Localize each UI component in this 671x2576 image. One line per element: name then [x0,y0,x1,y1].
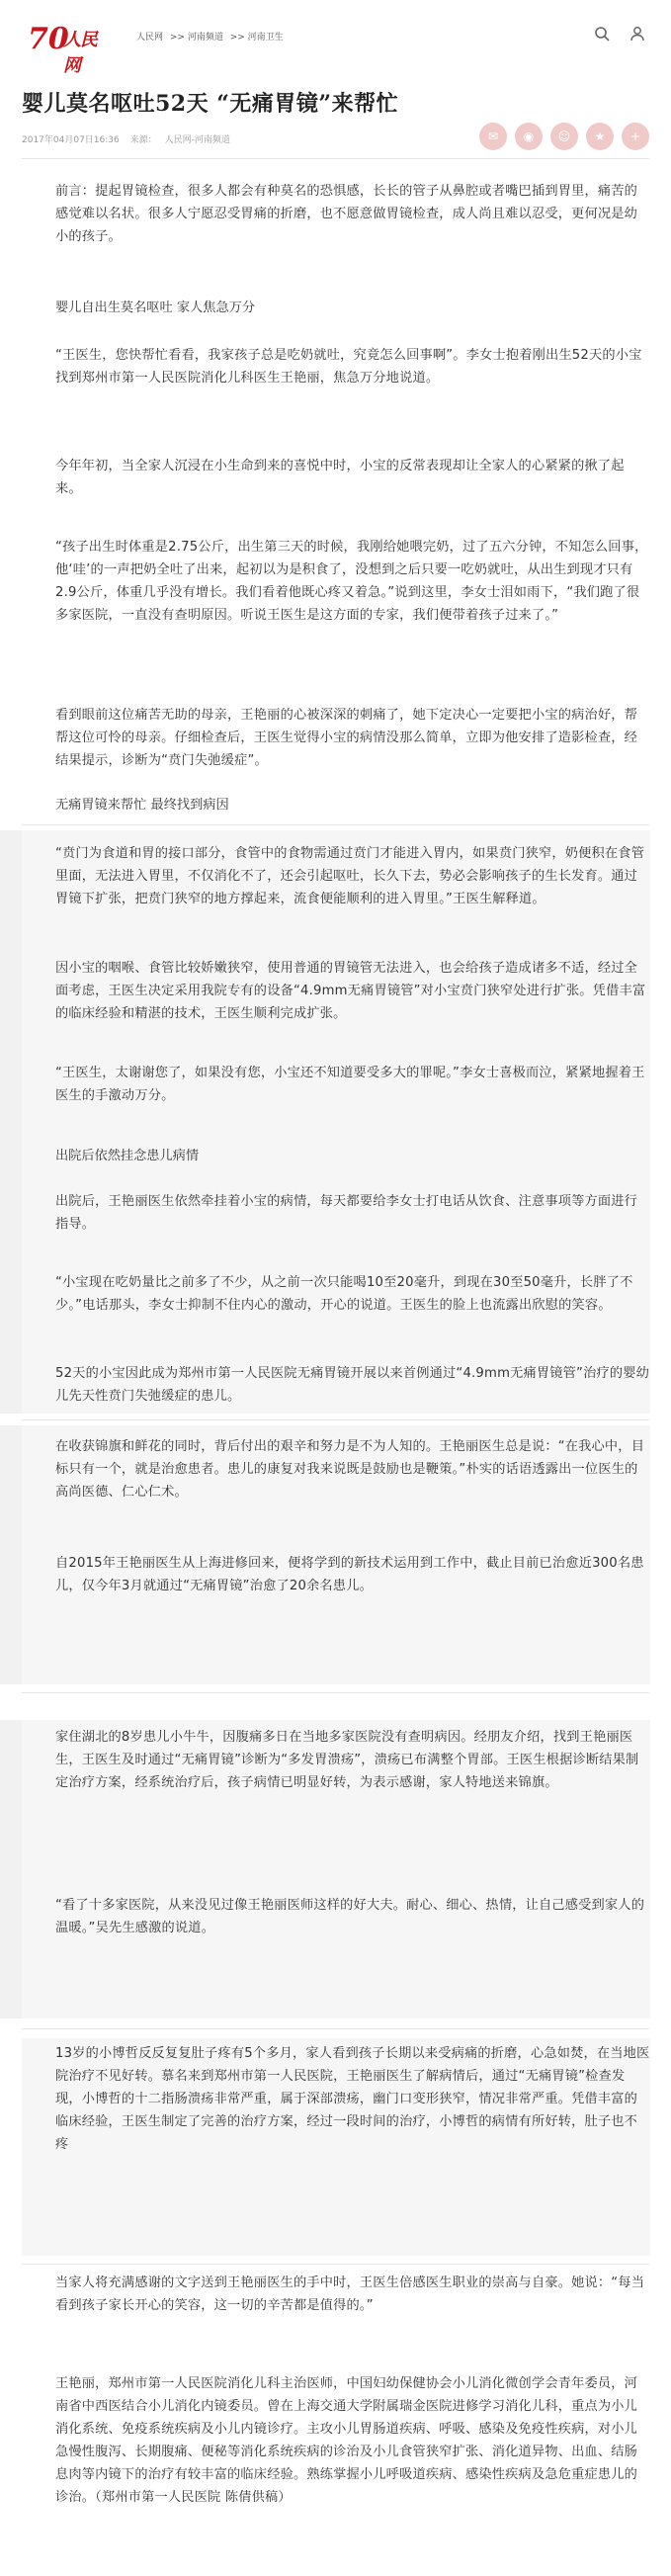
paragraph-4: “孩子出生时体重是2.75公斤，出生第三天的时候，我刚给她喂完奶，过了五六分钟，不知怎么回事，他‘哇’的一声把奶全吐了出来，起初以为是积食了，没想到之后只要一吃奶就吐，从出生到现才只有2.9公斤，体重几乎没有增长。我们看着他既心疼又着急。”说到这里，李女士泪如雨下，“我们跑了很多家医院，一直没有查明原因。听说王医生是这方面的专家，我们便带着孩子过来了。” [55,540,648,623]
paragraph-7: 因小宝的咽喉、食管比较娇嫩狭窄，使用普通的胃镜管无法进入，也会给孩子造成诸多不适，经过全面考虑，王医生决定采用我院专有的设备“4.9mm无痛胃镜管”对小宝贲门狭窄处进行扩张。凭借丰富的临床经验和精湛的技术，王医生顺利完成扩张。 [55,961,646,1021]
paragraph-15: “看了十多家医院，从来没见过像王艳丽医师这样的好大夫。耐心、细心、热情，让自己感受到家人的温暖。”吴先生感激的说道。 [55,1898,645,1935]
panel-divider-4 [22,2028,649,2029]
site-logo[interactable] [28,22,111,76]
panel-divider-1 [22,824,649,825]
logo-number: 70 [28,22,69,56]
title-divider [22,158,649,159]
paragraph-intro: 前言：提起胃镜检查，很多人都会有种莫名的恐惧感，长长的管子从鼻腔或者嘴巴插到胃里，痛苦的感觉难以名状。很多人宁愿忍受胃痛的折磨，也不愿意做胃镜检查，成人尚且难以忍受，更何况是幼小的孩子。 [55,184,638,244]
breadcrumb-item-home[interactable]: 人民网 [136,33,164,43]
breadcrumb-item-section[interactable]: >> 河南卫生 [229,33,284,43]
subheading-3: 出院后依然挂念患儿病情 [55,1149,200,1163]
paragraph-6: “贲门为食道和胃的接口部分，食管中的食物需通过贲门才能进入胃内，如果贲门狭窄，奶便积在食管里面，无法进入胃里，不仅消化不了，还会引起呕吐，长久下去，势必会影响孩子的生长发育。通过胃镜下扩张，把贲门狭窄的地方撑起来，流食便能顺利的进入胃里。”王医生解释道。 [55,846,645,906]
breadcrumb-item-channel[interactable]: >> 河南频道 [169,33,223,43]
paragraph-5: 看到眼前这位痛苦无助的母亲，王艳丽的心被深深的刺痛了，她下定决心一定要把小宝的病治好，帮帮这位可怜的母亲。仔细检查后，王医生觉得小宝的病情没那么简单，立即为他安排了造影检查，经结果提示，诊断为“贲门失弛缓症”。 [55,708,638,768]
content-panel-2 [22,830,650,1414]
top-icons [592,24,647,43]
paragraph-16: 13岁的小博哲反反复复肚子疼有5个多月，家人看到孩子长期以来受病痛的折磨，心急如焚，在当地医院治疗不见好转。慕名来到郑州市第一人民医院，王艳丽医生了解病情后，通过“无痛胃镜”检查发现，小博哲的十二指肠溃疡非常严重，属于深部溃疡，幽门口变形狭窄，情况非常严重。凭借丰富的临床经验，王医生制定了完善的治疗方案，经过一段时间的治疗，小博哲的病情有所好转，肚子也不疼 [55,2046,650,2152]
share-qq-icon[interactable]: ☺ [550,123,578,150]
panel-divider-2 [22,1419,649,1420]
article-title: 婴儿莫名呕吐52天 “无痛胃镜”来帮忙 [22,91,399,117]
paragraph-12: 在收获锦旗和鲜花的同时，背后付出的艰辛和努力是不为人知的。王艳丽医生总是说：“在我心中，目标只有一个，就是治愈患者。患儿的康复对我来说既是鼓励也是鞭策。”朴实的话语透露出一位医生的高尚医德、仁心仁术。 [55,1439,645,1500]
paragraph-3: 今年年初，当全家人沉浸在小生命到来的喜悦中时，小宝的反常表现却让全家人的心紧紧的揪了起来。 [55,459,625,496]
panel-divider-3 [22,1692,649,1693]
logo-text: 人民网 [63,30,97,76]
user-icon[interactable] [628,24,647,43]
content-panel-1 [22,168,650,818]
share-qzone-icon[interactable]: ★ [586,123,614,150]
paragraph-13: 自2015年王艳丽医生从上海进修回来，便将学到的新技术运用到工作中，截止目前已治愈近300名患儿，仅今年3月就通过“无痛胃镜”治愈了20余名患儿。 [55,1556,644,1593]
search-icon[interactable] [592,24,612,43]
subheading-1: 婴儿自出生莫名呕吐 家人焦急万分 [55,301,256,315]
paragraph-2: “王医生，您快帮忙看看，我家孩子总是吃奶就吐，究竟怎么回事啊”。李女士抱着刚出生52天的小宝找到郑州市第一人民医院消化儿科医生王艳丽，焦急万分地说道。 [55,348,642,386]
paragraph-17: 当家人将充满感谢的文字送到王艳丽医生的手中时，王医生倍感医生职业的崇高与自豪。她说：“每当看到孩子家长开心的笑容，这一切的辛苦都是值得的。” [55,2275,645,2313]
share-weibo-icon[interactable]: ◉ [515,123,543,150]
publish-date: 2017年04月07日16:36 [22,135,120,145]
top-bar [0,0,671,79]
content-panel-5 [22,2038,650,2256]
breadcrumb [136,30,288,43]
paragraph-14: 家住湖北的8岁患儿小牛牛，因腹痛多日在当地多家医院没有查明病因。经朋友介绍，找到王艳丽医生，王医生及时通过“无痛胃镜”诊断为“多发胃溃疡”，溃疡已布满整个胃部。王医生根据诊断结果制定治疗方案，经系统治疗后，孩子病情已明显好转，为表示感谢，家人特地送来锦旗。 [55,1730,639,1790]
source-name[interactable]: 人民网-河南频道 [164,135,230,145]
article-meta [22,132,238,145]
share-bar [479,123,649,150]
paragraph-11: 52天的小宝因此成为郑州市第一人民医院无痛胃镜开展以来首例通过“4.9mm无痛胃镜管”治疗的婴幼儿先天性贲门失弛缓症的患儿。 [55,1366,650,1404]
share-more-icon[interactable]: + [622,123,649,150]
source-label: 来源： [129,135,157,145]
paragraph-8: “王医生，太谢谢您了，如果没有您，小宝还不知道要受多大的罪呢。”李女士喜极而泣，紧紧地握着王医生的手激动万分。 [55,1066,645,1103]
paragraph-10: “小宝现在吃奶量比之前多了不少，从之前一次只能喝10至20毫升，到现在30至50毫升，长胖了不少。”电话那头，李女士抑制不住内心的激动，开心的说道。王医生的脸上也流露出欣慰的笑容。 [55,1275,633,1313]
paragraph-9: 出院后，王艳丽医生依然牵挂着小宝的病情，每天都要给李女士打电话从饮食、注意事项等方面进行指导。 [55,1194,638,1232]
content-panel-4 [22,1720,650,2018]
subheading-2: 无痛胃镜来帮忙 最终找到病因 [55,798,229,813]
panel-divider-5 [22,2264,649,2265]
share-weixin-icon[interactable]: ✉ [479,123,507,150]
content-panel-3 [22,1425,650,1684]
paragraph-author-bio: 王艳丽，郑州市第一人民医院消化儿科主治医师，中国妇幼保健协会小儿消化微创学会青年委员，河南省中西医结合小儿消化内镜委员。曾在上海交通大学附属瑞金医院进修学习消化儿科，重点为小儿消化系统、免疫系统疾病及小儿内镜诊疗。主攻小儿胃肠道疾病、呼吸、感染及免疫性疾病，对小儿急慢性腹泻、长期腹痛、便秘等消化系统疾病的诊治及小儿食管狭窄扩张、消化道异物、出血、结肠息肉等内镜下的治疗有较丰富的临床经验。熟练掌握小儿呼吸道疾病、感染性疾病及急危重症患儿的诊治。（郑州市第一人民医院 陈倩供稿） [55,2376,638,2505]
